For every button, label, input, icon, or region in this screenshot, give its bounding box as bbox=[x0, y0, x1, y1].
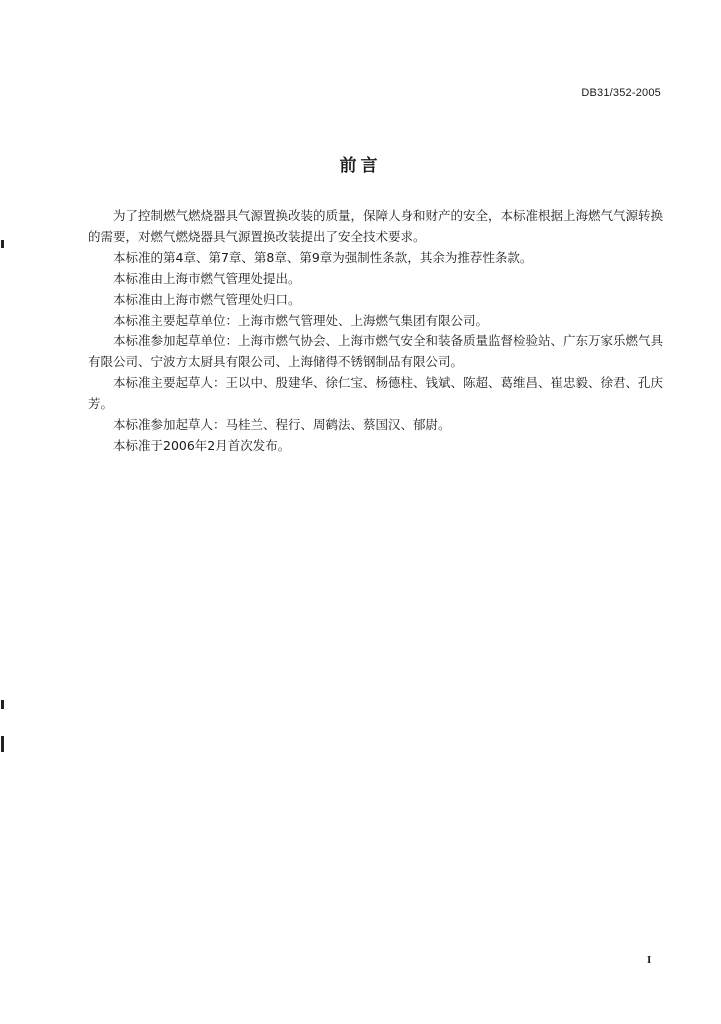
paragraph: 本标准主要起草人：王以中、殷建华、徐仁宝、杨德柱、钱斌、陈超、葛维昌、崔忠毅、徐君、孔庆芳。 bbox=[88, 375, 664, 412]
paragraph: 本标准参加起草人：马桂兰、程行、周鹤法、蔡国汉、郁尉。 bbox=[113, 417, 451, 433]
scan-artifact bbox=[1, 736, 4, 752]
paragraph: 本标准的第4章、第7章、第8章、第9章为强制性条款，其余为推荐性条款。 bbox=[113, 249, 533, 265]
paragraph: 为了控制燃气燃烧器具气源置换改装的质量，保障人身和财产的安全，本标准根据上海燃气气源转换的需要，对燃气燃烧器具气源置换改装提出了安全技术要求。 bbox=[88, 208, 664, 244]
page-number: I bbox=[647, 954, 652, 966]
paragraph: 本标准参加起草单位：上海市燃气协会、上海市燃气安全和装备质量监督检验站、广东万家乐燃气具有限公司、宁波方太厨具有限公司、上海储得不锈钢制品有限公司。 bbox=[88, 333, 664, 370]
paragraph: 本标准于2006年2月首次发布。 bbox=[113, 437, 291, 453]
paragraph: 本标准由上海市燃气管理处归口。 bbox=[113, 291, 301, 307]
foreword-body bbox=[88, 206, 663, 457]
document-code: DB31/352-2005 bbox=[581, 87, 661, 99]
scan-artifact bbox=[1, 240, 4, 248]
paragraph: 本标准由上海市燃气管理处提出。 bbox=[113, 270, 301, 286]
paragraph: 本标准主要起草单位：上海市燃气管理处、上海燃气集团有限公司。 bbox=[113, 312, 489, 328]
scan-artifact bbox=[1, 700, 4, 709]
page-title: 前言 bbox=[339, 156, 382, 176]
